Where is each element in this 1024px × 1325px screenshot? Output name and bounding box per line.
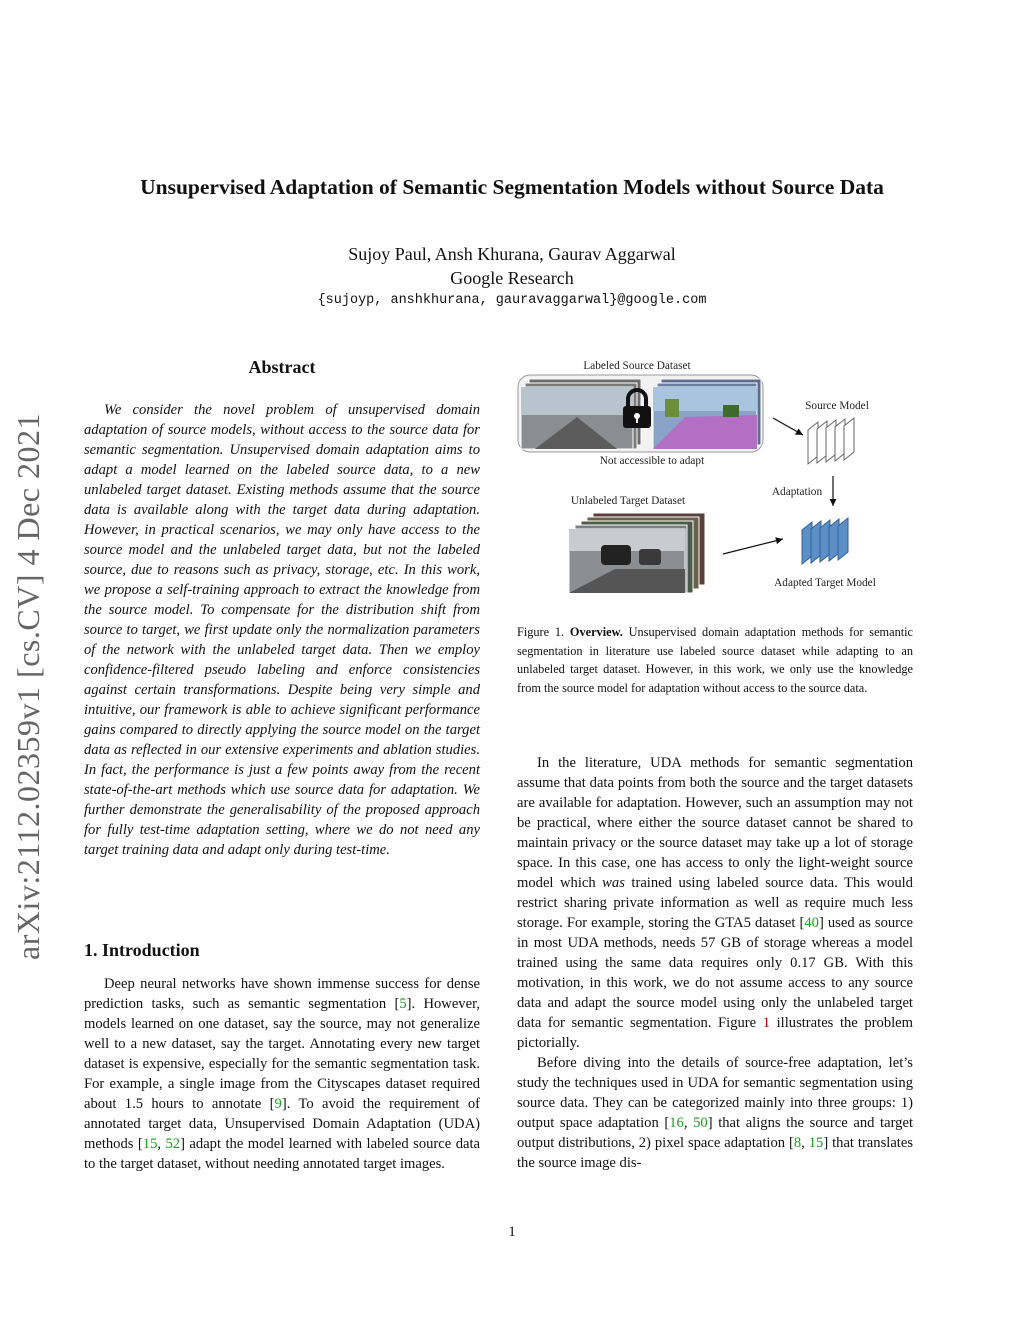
label-adaptation: Adaptation	[771, 486, 823, 498]
arrow-target-to-model	[723, 539, 783, 554]
intro-right-column	[517, 753, 913, 1173]
label-source-model: Source Model	[805, 400, 869, 412]
intro-paragraph-3: Before diving into the details of source-free adaptation, let’s study the techniques used in UDA for semantic segmentation using source data. They can be categorized mainly into three groups: 1) output space adaptation [16, 50] that aligns the source and target output distributions, 2) pixel space adaptation [8, 15] that translates the source image dis-	[517, 1055, 914, 1171]
intro-paragraph-1: Deep neural networks have shown immense success for dense prediction tasks, such as semantic segmentation [5]. However, models learned on one dataset, say the source, may not generalize well to a new dataset, say the target. Annotating every new target dataset is expensive, especially for the semantic segmentation task. For example, a single image from the Cityscapes dataset required about 1.5 hours to annotate [9]. To avoid the requirement of annotated target data, Unsupervised Domain Adaptation (UDA) methods [15, 52] adapt the model learned with labeled source data to the target dataset, without needing annotated target images.	[84, 976, 481, 1172]
arrow-source-to-model	[773, 418, 803, 435]
citation-link[interactable]: 8	[793, 1135, 802, 1151]
section-heading-introduction: 1. Introduction	[84, 940, 200, 960]
figure-1-overview	[515, 355, 915, 595]
label-unlabeled-target: Unlabeled Target Dataset	[570, 495, 686, 507]
author-emails: {sujoyp, anshkhurana, gauravaggarwal}@google.com	[317, 293, 707, 308]
citation-link[interactable]: 15	[142, 1136, 158, 1152]
paper-title: Unsupervised Adaptation of Semantic Segmentation Models without Source Data	[140, 175, 884, 199]
citation-link[interactable]: 9	[274, 1096, 282, 1112]
abstract-text: We consider the novel problem of unsupervised domain adaptation of source models, without access to the source data for semantic segmentation. Unsupervised domain adaptation aims to adapt a model learned on the labeled source data, to a new unlabeled target dataset. Existing methods assume that the source data is available along with the target data during adaptation. However, in practical scenarios, we may only have access to the source model and the unlabeled target data, but not the labeled source, due to reasons such as privacy, storage, etc. In this work, we propose a self-training approach to extract the knowledge from the source model. To compensate for the distribution shift from source to target, we first update only the normalization parameters of the network with the unlabeled target data. Then we employ confidence-filtered pseudo labeling and enforce consistencies against certain transformations. Despite being very simple and intuitive, our framework is able to achieve significant performance gains compared to directly applying the source model on the target data as reflected in our extensive experiments and ablation studies. In fact, the performance is just a few points away from the recent state-of-the-art methods which use source data for adaptation. We further demonstrate the generalisability of the proposed approach for fully test-time adaptation setting, where we do not need any target training data and adapt only during test-time.	[84, 402, 480, 858]
citation-link[interactable]: 52	[165, 1136, 181, 1152]
label-adapted-model: Adapted Target Model	[774, 577, 876, 589]
target-image-stack	[569, 513, 705, 593]
arxiv-identifier: arXiv:2112.02359v1 [cs.CV] 4 Dec 2021	[10, 413, 46, 960]
intro-left-column	[84, 974, 480, 1174]
citation-link[interactable]: 5	[399, 996, 407, 1012]
affiliation: Google Research	[450, 268, 574, 288]
label-not-accessible: Not accessible to adapt	[599, 455, 705, 467]
author-block	[0, 242, 1024, 290]
source-label-stack	[653, 379, 761, 449]
intro-paragraph-2: In the literature, UDA methods for semantic segmentation assume that data points from both the source and the target datasets are available for adaptation. However, such an assumption may not be practical, where either the source dataset cannot be shared to maintain privacy or the source dataset may take up a lot of storage space. In this case, one has access to only the light-weight source model which was trained using labeled source data. This would restrict sharing private information as well as require much less storage. For example, storing the GTA5 dataset [40] used as source in most UDA methods, needs 57 GB of storage whereas a model trained using the same data requires only 0.17 GB. With this motivation, in this work, we do not assume access to any source data and adapt the source model using only the unlabeled target data for semantic segmentation. Figure 1 illustrates the problem pictorially.	[517, 755, 913, 1051]
page-number: 1	[508, 1224, 516, 1240]
source-model-icon	[808, 418, 854, 464]
figure-ref-link[interactable]: 1	[762, 1015, 771, 1031]
figure-1-caption: Figure 1. Overview. Unsupervised domain adaptation methods for semantic segmentation in literature use labeled source dataset while adapting to an unlabeled target dataset. However, in this work, we only use the knowledge from the source model for adaptation without access to the source data.	[517, 625, 914, 695]
label-labeled-source: Labeled Source Dataset	[583, 360, 691, 372]
adapted-model-icon	[802, 518, 848, 564]
abstract-heading: Abstract	[248, 357, 316, 377]
abstract-body	[84, 400, 480, 860]
citation-link[interactable]: 40	[804, 915, 819, 931]
authors: Sujoy Paul, Ansh Khurana, Gaurav Aggarwal	[348, 244, 676, 264]
citation-link[interactable]: 50	[693, 1115, 708, 1131]
citation-link[interactable]: 16	[669, 1115, 684, 1131]
citation-link[interactable]: 15	[808, 1135, 824, 1151]
